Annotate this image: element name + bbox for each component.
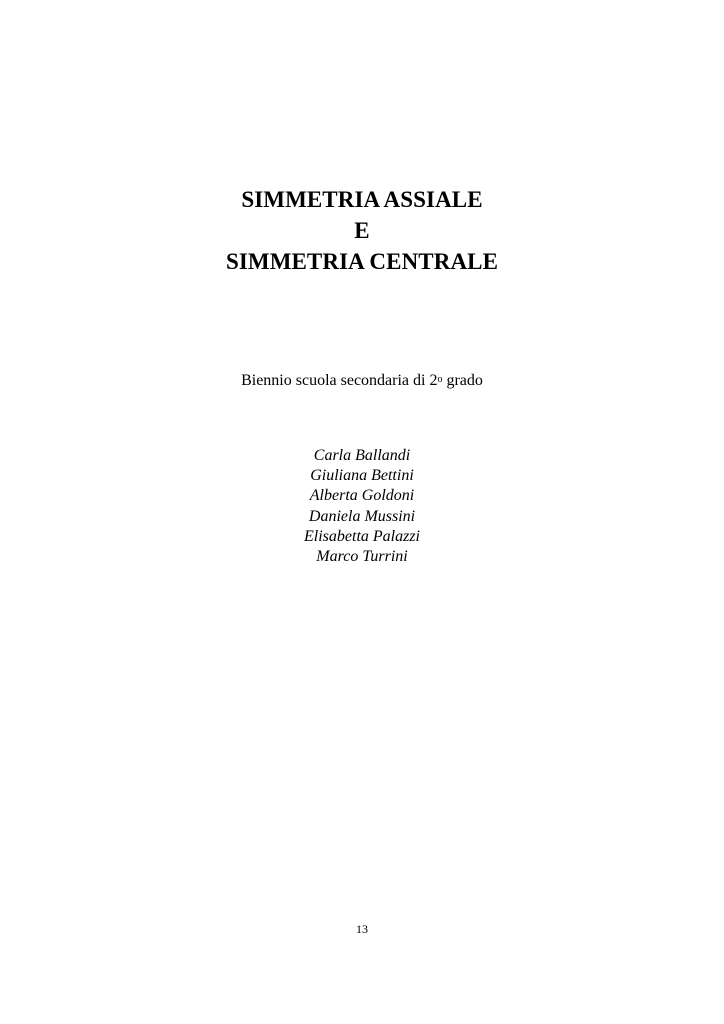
subtitle-prefix: Biennio scuola secondaria di 2 [241, 372, 438, 389]
author-name: Carla Ballandi [313, 447, 411, 464]
author-list [0, 446, 724, 567]
author-name: Marco Turrini [316, 548, 408, 566]
subtitle-suffix: grado [442, 372, 483, 389]
author-name: Daniela Mussini [308, 507, 416, 525]
author-name: Elisabetta Palazzi [304, 527, 420, 545]
title-line-2: E [354, 218, 370, 243]
document-title [0, 184, 724, 277]
title-line-1: SIMMETRIA ASSIALE [241, 187, 483, 212]
subtitle-superscript: o [437, 374, 443, 385]
page-number: 13 [356, 922, 368, 936]
author-name: Giuliana Bettini [310, 467, 414, 485]
author-name: Alberta Goldoni [309, 487, 415, 505]
document-subtitle [0, 370, 724, 392]
title-line-3: SIMMETRIA CENTRALE [225, 249, 499, 274]
